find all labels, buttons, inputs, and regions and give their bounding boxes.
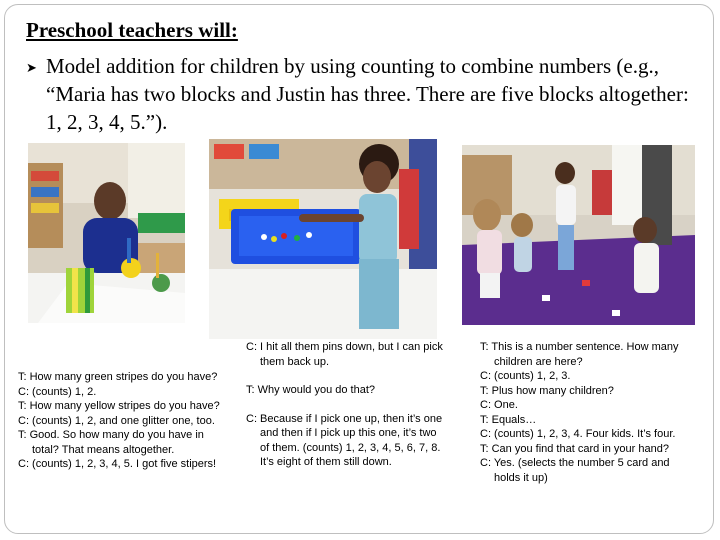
slide-title: Preschool teachers will: xyxy=(26,18,238,42)
dialogue-line: C: Yes. (selects the number 5 card and holds it up) xyxy=(480,457,670,484)
caption-right xyxy=(480,340,695,485)
dialogue-line: T: Why would you do that? xyxy=(246,384,376,396)
dialogue-line: C: (counts) 1, 2, 3, 4. Four kids. It’s four. xyxy=(480,428,676,440)
caption-left xyxy=(18,370,228,472)
dialogue-line: T: Can you find that card in your hand? xyxy=(480,442,669,455)
dialogue-line: C: (counts) 1, 2. xyxy=(18,385,97,398)
painting-photo-illustration xyxy=(28,143,185,323)
dialogue-line: T: This is a number sentence. How many children are here? xyxy=(480,341,679,368)
bullet-text: Model addition for children by using counting to combine numbers (e.g., “Maria has two blocks and Justin has three. There are five blocks altogether: 1, 2, 3, 4, 5.”). xyxy=(46,54,689,134)
dialogue-line: T: Plus how many children? xyxy=(480,384,614,397)
caption-middle xyxy=(246,340,444,470)
photo-girl-blue-tray xyxy=(209,139,437,339)
photo-children-carpet xyxy=(462,145,695,325)
dialogue-line: C: (counts) 1, 2, and one glitter one, too. xyxy=(18,414,215,427)
dialogue-line: T: Good. So how many do you have in total? That means altogether. xyxy=(18,429,204,456)
dialogue-line: T: How many green stripes do you have? xyxy=(18,371,218,383)
wing-bullet-icon: ➤ xyxy=(26,60,37,75)
dialogue-line: C: (counts) 1, 2, 3. xyxy=(480,370,571,382)
dialogue-line: T: How many yellow stripes do you have? xyxy=(18,400,220,412)
dialogue-line: T: Equals… xyxy=(480,413,537,426)
dialogue-line: C: One. xyxy=(480,399,518,411)
dialogue-line: C: I hit all them pins down, but I can pick them back up. xyxy=(246,341,443,368)
dialogue-line: C: Because if I pick one up, then it’s one and then if I pick up this one, it’s two of them. (counts) 1, 2, 3, 4, 5, 6, 7, 8. It’s eight of them still down. xyxy=(246,412,443,468)
tray-photo-illustration xyxy=(209,139,437,339)
photo-child-painting xyxy=(28,143,185,323)
bullet-point xyxy=(26,52,706,136)
dialogue-line: C: (counts) 1, 2, 3, 4, 5. I got five stipers! xyxy=(18,458,217,470)
carpet-photo-illustration xyxy=(462,145,695,325)
